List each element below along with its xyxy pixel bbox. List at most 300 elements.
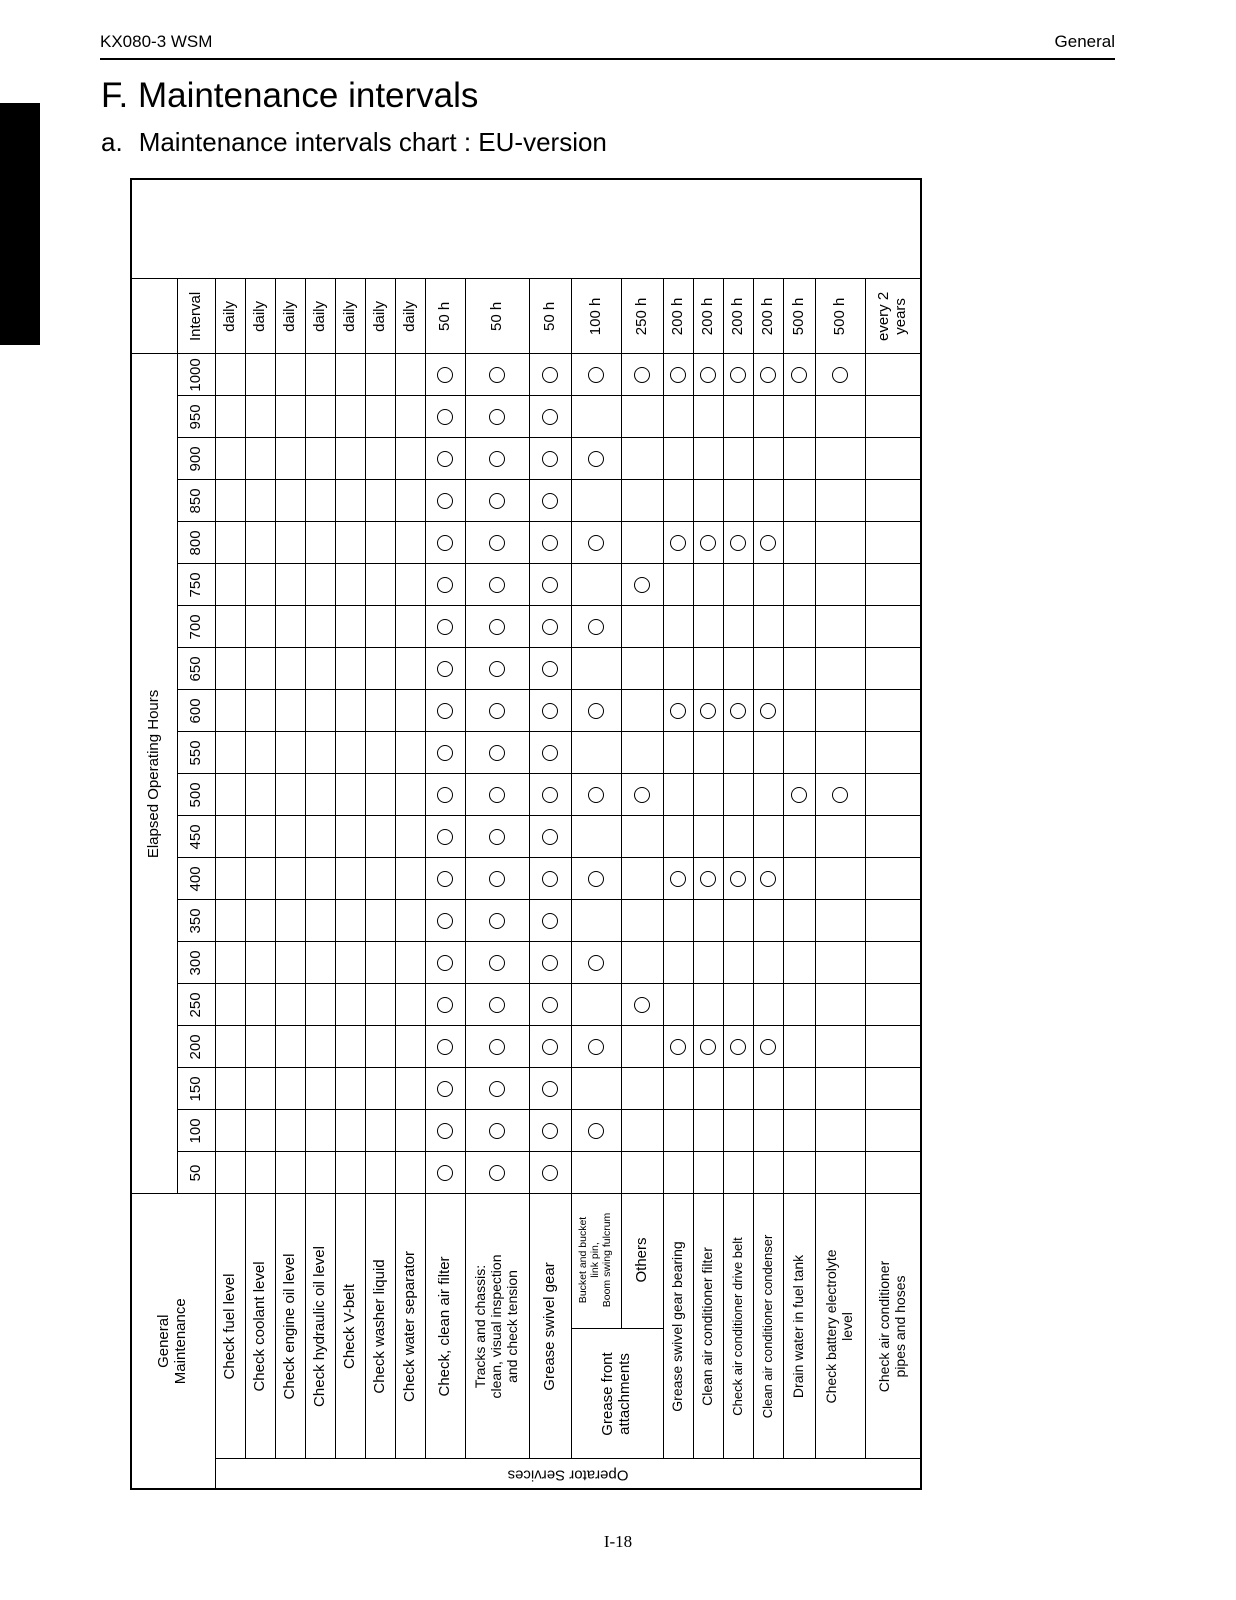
maintenance-row <box>663 179 693 1489</box>
interval-cell: daily <box>365 279 395 354</box>
mark-cell <box>571 396 621 438</box>
circle-mark-icon <box>791 787 807 803</box>
circle-mark-icon <box>542 409 558 425</box>
mark-cell <box>663 564 693 606</box>
mark-cell <box>335 522 365 564</box>
mark-cell <box>663 522 693 564</box>
mark-cell <box>215 732 245 774</box>
mark-cell <box>753 690 783 732</box>
interval-cell: 200 h <box>753 279 783 354</box>
mark-cell <box>783 774 815 816</box>
mark-cell <box>305 606 335 648</box>
mark-cell <box>305 1068 335 1110</box>
circle-mark-icon <box>588 619 604 635</box>
margin-cell <box>131 179 921 279</box>
mark-cell <box>865 774 921 816</box>
circle-mark-icon <box>542 535 558 551</box>
interval-cell: 200 h <box>723 279 753 354</box>
circle-mark-icon <box>437 1123 453 1139</box>
maintenance-row <box>783 179 815 1489</box>
mark-cell <box>465 816 529 858</box>
row-name-cell: Check washer liquid <box>365 1194 395 1459</box>
mark-cell <box>365 354 395 396</box>
circle-mark-icon <box>730 871 746 887</box>
mark-cell <box>365 1026 395 1068</box>
mark-cell <box>693 522 723 564</box>
circle-mark-icon <box>588 535 604 551</box>
mark-cell <box>693 1152 723 1194</box>
mark-cell <box>245 1152 275 1194</box>
mark-cell <box>305 1110 335 1152</box>
mark-cell <box>571 648 621 690</box>
mark-cell <box>335 438 365 480</box>
mark-cell <box>465 354 529 396</box>
mark-cell <box>571 984 621 1026</box>
mark-cell <box>335 1026 365 1068</box>
circle-mark-icon <box>437 829 453 845</box>
circle-mark-icon <box>760 535 776 551</box>
mark-cell <box>395 648 425 690</box>
mark-cell <box>865 1110 921 1152</box>
mark-cell <box>425 816 465 858</box>
mark-cell <box>663 690 693 732</box>
mark-cell <box>815 354 865 396</box>
operator-services-cell <box>215 1459 921 1489</box>
mark-cell <box>305 690 335 732</box>
mark-cell <box>275 396 305 438</box>
circle-mark-icon <box>760 703 776 719</box>
mark-cell <box>723 480 753 522</box>
mark-cell <box>815 732 865 774</box>
mark-cell <box>571 564 621 606</box>
mark-cell <box>571 1152 621 1194</box>
mark-cell <box>571 690 621 732</box>
mark-cell <box>395 1068 425 1110</box>
mark-cell <box>365 606 395 648</box>
mark-cell <box>275 816 305 858</box>
mark-cell <box>245 942 275 984</box>
mark-cell <box>783 690 815 732</box>
mark-cell <box>571 480 621 522</box>
mark-cell <box>465 984 529 1026</box>
mark-cell <box>365 1068 395 1110</box>
circle-mark-icon <box>670 367 686 383</box>
mark-cell <box>395 1110 425 1152</box>
mark-cell <box>305 732 335 774</box>
circle-mark-icon <box>437 451 453 467</box>
mark-cell <box>275 564 305 606</box>
mark-cell <box>865 564 921 606</box>
row-name-cell: Check air conditioner drive belt <box>723 1194 753 1459</box>
mark-cell <box>335 354 365 396</box>
mark-cell <box>621 984 663 1026</box>
mark-cell <box>215 942 245 984</box>
mark-cell <box>305 942 335 984</box>
row-name-cell: Check battery electrolyte level <box>815 1194 865 1459</box>
circle-mark-icon <box>437 913 453 929</box>
mark-cell <box>529 522 571 564</box>
mark-cell <box>275 1152 305 1194</box>
mark-cell <box>753 732 783 774</box>
page-title: F. Maintenance intervals <box>101 76 479 115</box>
mark-cell <box>425 774 465 816</box>
mark-cell <box>693 732 723 774</box>
mark-cell <box>335 690 365 732</box>
maintenance-row <box>395 179 425 1489</box>
mark-cell <box>425 1068 465 1110</box>
mark-cell <box>395 564 425 606</box>
mark-cell <box>621 648 663 690</box>
mark-cell <box>529 438 571 480</box>
mark-cell <box>395 522 425 564</box>
circle-mark-icon <box>489 409 505 425</box>
page-header <box>100 32 1115 52</box>
mark-cell <box>783 816 815 858</box>
row-name-cell: Check engine oil level <box>275 1194 305 1459</box>
mark-cell <box>865 1152 921 1194</box>
circle-mark-icon <box>634 367 650 383</box>
mark-cell <box>693 984 723 1026</box>
mark-cell <box>723 606 753 648</box>
mark-cell <box>621 858 663 900</box>
mark-cell <box>663 438 693 480</box>
mark-cell <box>275 1110 305 1152</box>
mark-cell <box>693 354 723 396</box>
circle-mark-icon <box>588 1039 604 1055</box>
mark-cell <box>663 858 693 900</box>
circle-mark-icon <box>730 703 746 719</box>
mark-cell <box>335 396 365 438</box>
mark-cell <box>465 690 529 732</box>
circle-mark-icon <box>542 997 558 1013</box>
hour-header-cell: 50 <box>177 1152 215 1194</box>
mark-cell <box>753 648 783 690</box>
mark-cell <box>529 648 571 690</box>
mark-cell <box>425 522 465 564</box>
row-name-cell: Drain water in fuel tank <box>783 1194 815 1459</box>
interval-cell: 200 h <box>663 279 693 354</box>
circle-mark-icon <box>489 535 505 551</box>
circle-mark-icon <box>489 451 505 467</box>
hour-header-cell: 600 <box>177 690 215 732</box>
mark-cell <box>783 606 815 648</box>
mark-cell <box>865 984 921 1026</box>
mark-cell <box>621 564 663 606</box>
mark-cell <box>663 1110 693 1152</box>
circle-mark-icon <box>542 829 558 845</box>
mark-cell <box>621 480 663 522</box>
mark-cell <box>395 816 425 858</box>
hour-header-cell: 250 <box>177 984 215 1026</box>
mark-cell <box>753 774 783 816</box>
circle-mark-icon <box>542 703 558 719</box>
mark-cell <box>693 1026 723 1068</box>
interval-cell: daily <box>395 279 425 354</box>
mark-cell <box>693 1068 723 1110</box>
mark-cell <box>245 732 275 774</box>
mark-cell <box>529 480 571 522</box>
mark-cell <box>723 354 753 396</box>
mark-cell <box>275 858 305 900</box>
mark-cell <box>783 480 815 522</box>
mark-cell <box>783 858 815 900</box>
mark-cell <box>865 1026 921 1068</box>
mark-cell <box>305 648 335 690</box>
mark-cell <box>663 1026 693 1068</box>
mark-cell <box>215 396 245 438</box>
mark-cell <box>753 480 783 522</box>
circle-mark-icon <box>489 1039 505 1055</box>
mark-cell <box>215 438 245 480</box>
mark-cell <box>215 648 245 690</box>
circle-mark-icon <box>760 367 776 383</box>
interval-cell: daily <box>305 279 335 354</box>
mark-cell <box>365 1110 395 1152</box>
circle-mark-icon <box>700 1039 716 1055</box>
circle-mark-icon <box>542 955 558 971</box>
mark-cell <box>723 816 753 858</box>
mark-cell <box>305 1026 335 1068</box>
circle-mark-icon <box>437 997 453 1013</box>
mark-cell <box>621 396 663 438</box>
hour-header-cell: 750 <box>177 564 215 606</box>
mark-cell <box>305 858 335 900</box>
mark-cell <box>693 1110 723 1152</box>
mark-cell <box>425 690 465 732</box>
maintenance-row <box>465 179 529 1489</box>
mark-cell <box>395 480 425 522</box>
mark-cell <box>425 1110 465 1152</box>
mark-cell <box>275 606 305 648</box>
interval-cell: 50 h <box>425 279 465 354</box>
mark-cell <box>815 606 865 648</box>
interval-cell: 50 h <box>465 279 529 354</box>
mark-cell <box>783 1026 815 1068</box>
hour-header-cell: 450 <box>177 816 215 858</box>
hour-header-cell: 100 <box>177 1110 215 1152</box>
mark-cell <box>815 522 865 564</box>
mark-cell <box>571 606 621 648</box>
row-name-cell: Check V-belt <box>335 1194 365 1459</box>
circle-mark-icon <box>670 703 686 719</box>
mark-cell <box>693 564 723 606</box>
mark-cell <box>693 396 723 438</box>
mark-cell <box>465 1026 529 1068</box>
mark-cell <box>783 900 815 942</box>
mark-cell <box>815 396 865 438</box>
mark-cell <box>571 942 621 984</box>
mark-cell <box>245 1110 275 1152</box>
mark-cell <box>395 438 425 480</box>
mark-cell <box>425 1026 465 1068</box>
mark-cell <box>815 1110 865 1152</box>
mark-cell <box>335 480 365 522</box>
maintenance-row <box>305 179 335 1489</box>
mark-cell <box>865 690 921 732</box>
mark-cell <box>215 480 245 522</box>
circle-mark-icon <box>437 871 453 887</box>
hour-header-cell: 350 <box>177 900 215 942</box>
mark-cell <box>465 606 529 648</box>
mark-cell <box>395 396 425 438</box>
mark-cell <box>245 564 275 606</box>
mark-cell <box>395 354 425 396</box>
circle-mark-icon <box>542 367 558 383</box>
circle-mark-icon <box>542 577 558 593</box>
hour-header-cell: 800 <box>177 522 215 564</box>
mark-cell <box>815 648 865 690</box>
mark-cell <box>753 1152 783 1194</box>
mark-cell <box>275 648 305 690</box>
mark-cell <box>723 564 753 606</box>
mark-cell <box>275 690 305 732</box>
mark-cell <box>245 480 275 522</box>
mark-cell <box>245 438 275 480</box>
hour-header-cell: 1000 <box>177 354 215 396</box>
mark-cell <box>753 942 783 984</box>
circle-mark-icon <box>791 367 807 383</box>
mark-cell <box>245 522 275 564</box>
mark-cell <box>529 606 571 648</box>
mark-cell <box>245 858 275 900</box>
mark-cell <box>753 606 783 648</box>
hour-header-cell: 650 <box>177 648 215 690</box>
interval-cell: 500 h <box>783 279 815 354</box>
mark-cell <box>465 858 529 900</box>
mark-cell <box>465 900 529 942</box>
maintenance-row <box>571 179 621 1489</box>
mark-cell <box>245 690 275 732</box>
circle-mark-icon <box>437 955 453 971</box>
maintenance-row <box>693 179 723 1489</box>
maintenance-row <box>275 179 305 1489</box>
mark-cell <box>305 1152 335 1194</box>
mark-cell <box>529 1026 571 1068</box>
mark-cell <box>693 648 723 690</box>
mark-cell <box>815 1068 865 1110</box>
interval-cell: every 2 years <box>865 279 921 354</box>
mark-cell <box>663 354 693 396</box>
maintenance-row <box>723 179 753 1489</box>
mark-cell <box>753 900 783 942</box>
maintenance-row <box>215 179 245 1489</box>
interval-cell: 50 h <box>529 279 571 354</box>
mark-cell <box>571 1110 621 1152</box>
mark-cell <box>571 774 621 816</box>
mark-cell <box>753 438 783 480</box>
mark-cell <box>215 690 245 732</box>
mark-cell <box>815 900 865 942</box>
mark-cell <box>245 816 275 858</box>
mark-cell <box>365 1152 395 1194</box>
mark-cell <box>425 942 465 984</box>
interval-cell: daily <box>215 279 245 354</box>
mark-cell <box>753 522 783 564</box>
mark-cell <box>753 1068 783 1110</box>
mark-cell <box>275 480 305 522</box>
mark-cell <box>245 1068 275 1110</box>
row-name-cell: Grease swivel gear bearing <box>663 1194 693 1459</box>
mark-cell <box>465 942 529 984</box>
mark-cell <box>465 438 529 480</box>
circle-mark-icon <box>700 535 716 551</box>
mark-cell <box>305 984 335 1026</box>
mark-cell <box>425 984 465 1026</box>
mark-cell <box>621 816 663 858</box>
circle-mark-icon <box>670 871 686 887</box>
mark-cell <box>621 900 663 942</box>
maintenance-chart-area <box>130 180 920 1490</box>
mark-cell <box>365 648 395 690</box>
mark-cell <box>753 564 783 606</box>
mark-cell <box>529 396 571 438</box>
mark-cell <box>335 900 365 942</box>
mark-cell <box>783 522 815 564</box>
mark-cell <box>529 858 571 900</box>
circle-mark-icon <box>542 1039 558 1055</box>
mark-cell <box>215 816 245 858</box>
mark-cell <box>723 648 753 690</box>
mark-cell <box>395 690 425 732</box>
mark-cell <box>215 858 245 900</box>
circle-mark-icon <box>437 493 453 509</box>
mark-cell <box>529 1152 571 1194</box>
mark-cell <box>365 984 395 1026</box>
mark-cell <box>395 984 425 1026</box>
maintenance-row <box>365 179 395 1489</box>
mark-cell <box>305 774 335 816</box>
mark-cell <box>275 1026 305 1068</box>
mark-cell <box>621 1152 663 1194</box>
mark-cell <box>621 522 663 564</box>
circle-mark-icon <box>489 829 505 845</box>
mark-cell <box>245 606 275 648</box>
mark-cell <box>663 396 693 438</box>
mark-cell <box>783 1110 815 1152</box>
mark-cell <box>753 1110 783 1152</box>
mark-cell <box>395 606 425 648</box>
mark-cell <box>245 900 275 942</box>
mark-cell <box>621 606 663 648</box>
mark-cell <box>865 438 921 480</box>
group-label-cell: Grease front attachments <box>571 1329 663 1459</box>
mark-cell <box>621 1026 663 1068</box>
mark-cell <box>723 774 753 816</box>
mark-cell <box>621 732 663 774</box>
page-number: I-18 <box>603 1532 633 1551</box>
mark-cell <box>865 522 921 564</box>
maintenance-row <box>815 179 865 1489</box>
mark-cell <box>425 900 465 942</box>
circle-mark-icon <box>542 871 558 887</box>
circle-mark-icon <box>730 367 746 383</box>
maintenance-row <box>245 179 275 1489</box>
mark-cell <box>865 480 921 522</box>
mark-cell <box>815 438 865 480</box>
mark-cell <box>723 1152 753 1194</box>
mark-cell <box>865 900 921 942</box>
doc-code: KX080-3 WSM <box>100 32 213 51</box>
mark-cell <box>395 858 425 900</box>
page-subtitle <box>101 127 607 158</box>
row-name-cell: Check water separator <box>395 1194 425 1459</box>
mark-cell <box>215 1068 245 1110</box>
mark-cell <box>529 354 571 396</box>
circle-mark-icon <box>542 913 558 929</box>
mark-cell <box>335 1110 365 1152</box>
hour-header-cell: 400 <box>177 858 215 900</box>
row-name-cell: Clean air conditioner condenser <box>753 1194 783 1459</box>
